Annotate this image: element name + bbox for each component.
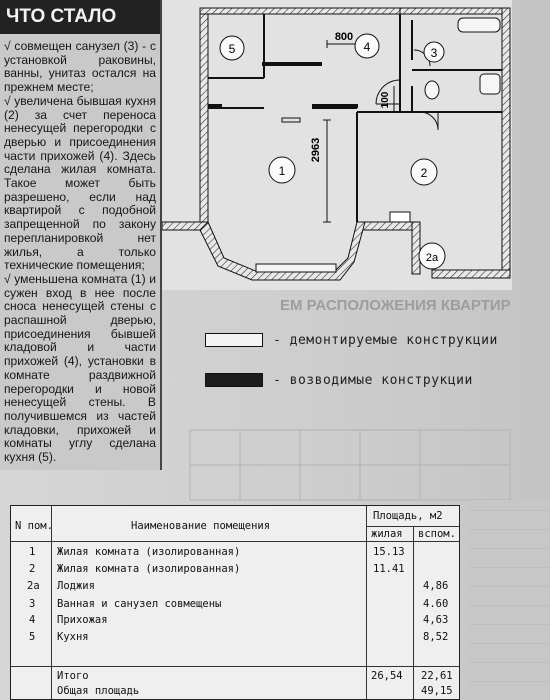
- sidebar-title: ЧТО СТАЛО: [0, 0, 160, 34]
- wall-top-left: [200, 8, 400, 14]
- row-living: 15.13: [373, 546, 405, 558]
- row-num: 2а: [27, 580, 40, 592]
- row-aux: 4.60: [423, 598, 449, 610]
- row-name: Жилая комната (изолированная): [57, 563, 241, 575]
- background-floorplan-faint: [160, 280, 550, 505]
- row-name: Прихожая: [57, 614, 108, 626]
- table-header-num: N пом.: [15, 520, 53, 532]
- row-name: Жилая комната (изолированная): [57, 546, 241, 558]
- background-texture: [470, 500, 550, 700]
- table-header-living: жилая: [371, 528, 403, 540]
- table-total-label: Итого: [57, 670, 89, 682]
- room-label-2a: 2а: [425, 252, 439, 264]
- room-label-2: 2: [420, 166, 428, 180]
- table-header-area: Площадь, м2: [373, 510, 443, 522]
- room-label-3: 3: [430, 46, 438, 60]
- room-label-5: 5: [228, 42, 236, 56]
- row-aux: 4,63: [423, 614, 449, 626]
- sidebar-paragraph-3: √ уменьшена комната (1) и сужен вход в нее после сноса ненесущей стены с распашной дверью, присоединения бывшей кладовой и части прихожей (4), установки в комнате раздвижной перегородки и новой ненесущей стены. В получившемся из частей кладовки, прихожей и комнаты углу сделана кухня (5).: [4, 271, 156, 465]
- row-num: 2: [29, 563, 36, 575]
- wall-left: [200, 8, 208, 230]
- table-overall-label: Общая площадь: [57, 685, 140, 697]
- area-table: [10, 505, 460, 700]
- legend-erected: [205, 372, 473, 388]
- wall-top-right: [400, 8, 510, 14]
- dimension-800: 800: [334, 31, 354, 43]
- row-living: 11.41: [373, 563, 405, 575]
- table-total-aux: 22,61: [421, 670, 453, 682]
- legend-demolished: [205, 332, 498, 348]
- table-header-name: Наименование помещения: [131, 520, 271, 532]
- sidebar-text: [4, 40, 156, 465]
- dimension-2963: 2963: [310, 137, 322, 163]
- table-header-aux: вспом.: [418, 528, 456, 540]
- row-num: 4: [29, 614, 36, 626]
- wall-bottom-right: [432, 270, 510, 278]
- legend-label-demolished: - демонтируемые конструкции: [273, 332, 498, 348]
- row-aux: 8,52: [423, 631, 449, 643]
- wall-right: [502, 8, 510, 278]
- wall-front-right: [357, 222, 412, 230]
- table-total-living: 26,54: [371, 670, 403, 682]
- row-num: 1: [29, 546, 36, 558]
- row-name: Лоджия: [57, 580, 95, 592]
- sidebar-paragraph-2: √ увеличена бывшая кухня (2) за счет переноса ненесущей перегородки с дверью и присоединения части прихожей (4). Здесь сделана жилая комната. Такое может быть разрешено, если над квартирой с подобной запрещенной по закону перепланировкой нет жилья, а только технические помещения;: [4, 93, 156, 273]
- legend-swatch-demolished: [205, 333, 263, 347]
- legend-label-erected: - возводимые конструкции: [273, 372, 473, 388]
- room-label-1: 1: [278, 164, 286, 178]
- row-num: 5: [29, 631, 36, 643]
- row-name: Ванная и санузел совмещены: [57, 598, 222, 610]
- row-aux: 4,86: [423, 580, 449, 592]
- row-name: Кухня: [57, 631, 89, 643]
- wall-loggia-left: [412, 222, 420, 274]
- sidebar: [0, 0, 162, 470]
- background-heading: ЕМ РАСПОЛОЖЕНИЯ КВАРТИР: [280, 297, 511, 314]
- floor-plan: [162, 0, 512, 290]
- row-num: 3: [29, 598, 36, 610]
- room-label-4: 4: [363, 40, 371, 54]
- legend-swatch-erected: [205, 373, 263, 387]
- dimension-100: 100: [380, 91, 391, 109]
- table-overall-aux: 49,15: [421, 685, 453, 697]
- sidebar-paragraph-1: √ совмещен санузел (3) - с установкой раковины, ванны, унитаз остался на прежнем месте;: [4, 39, 156, 95]
